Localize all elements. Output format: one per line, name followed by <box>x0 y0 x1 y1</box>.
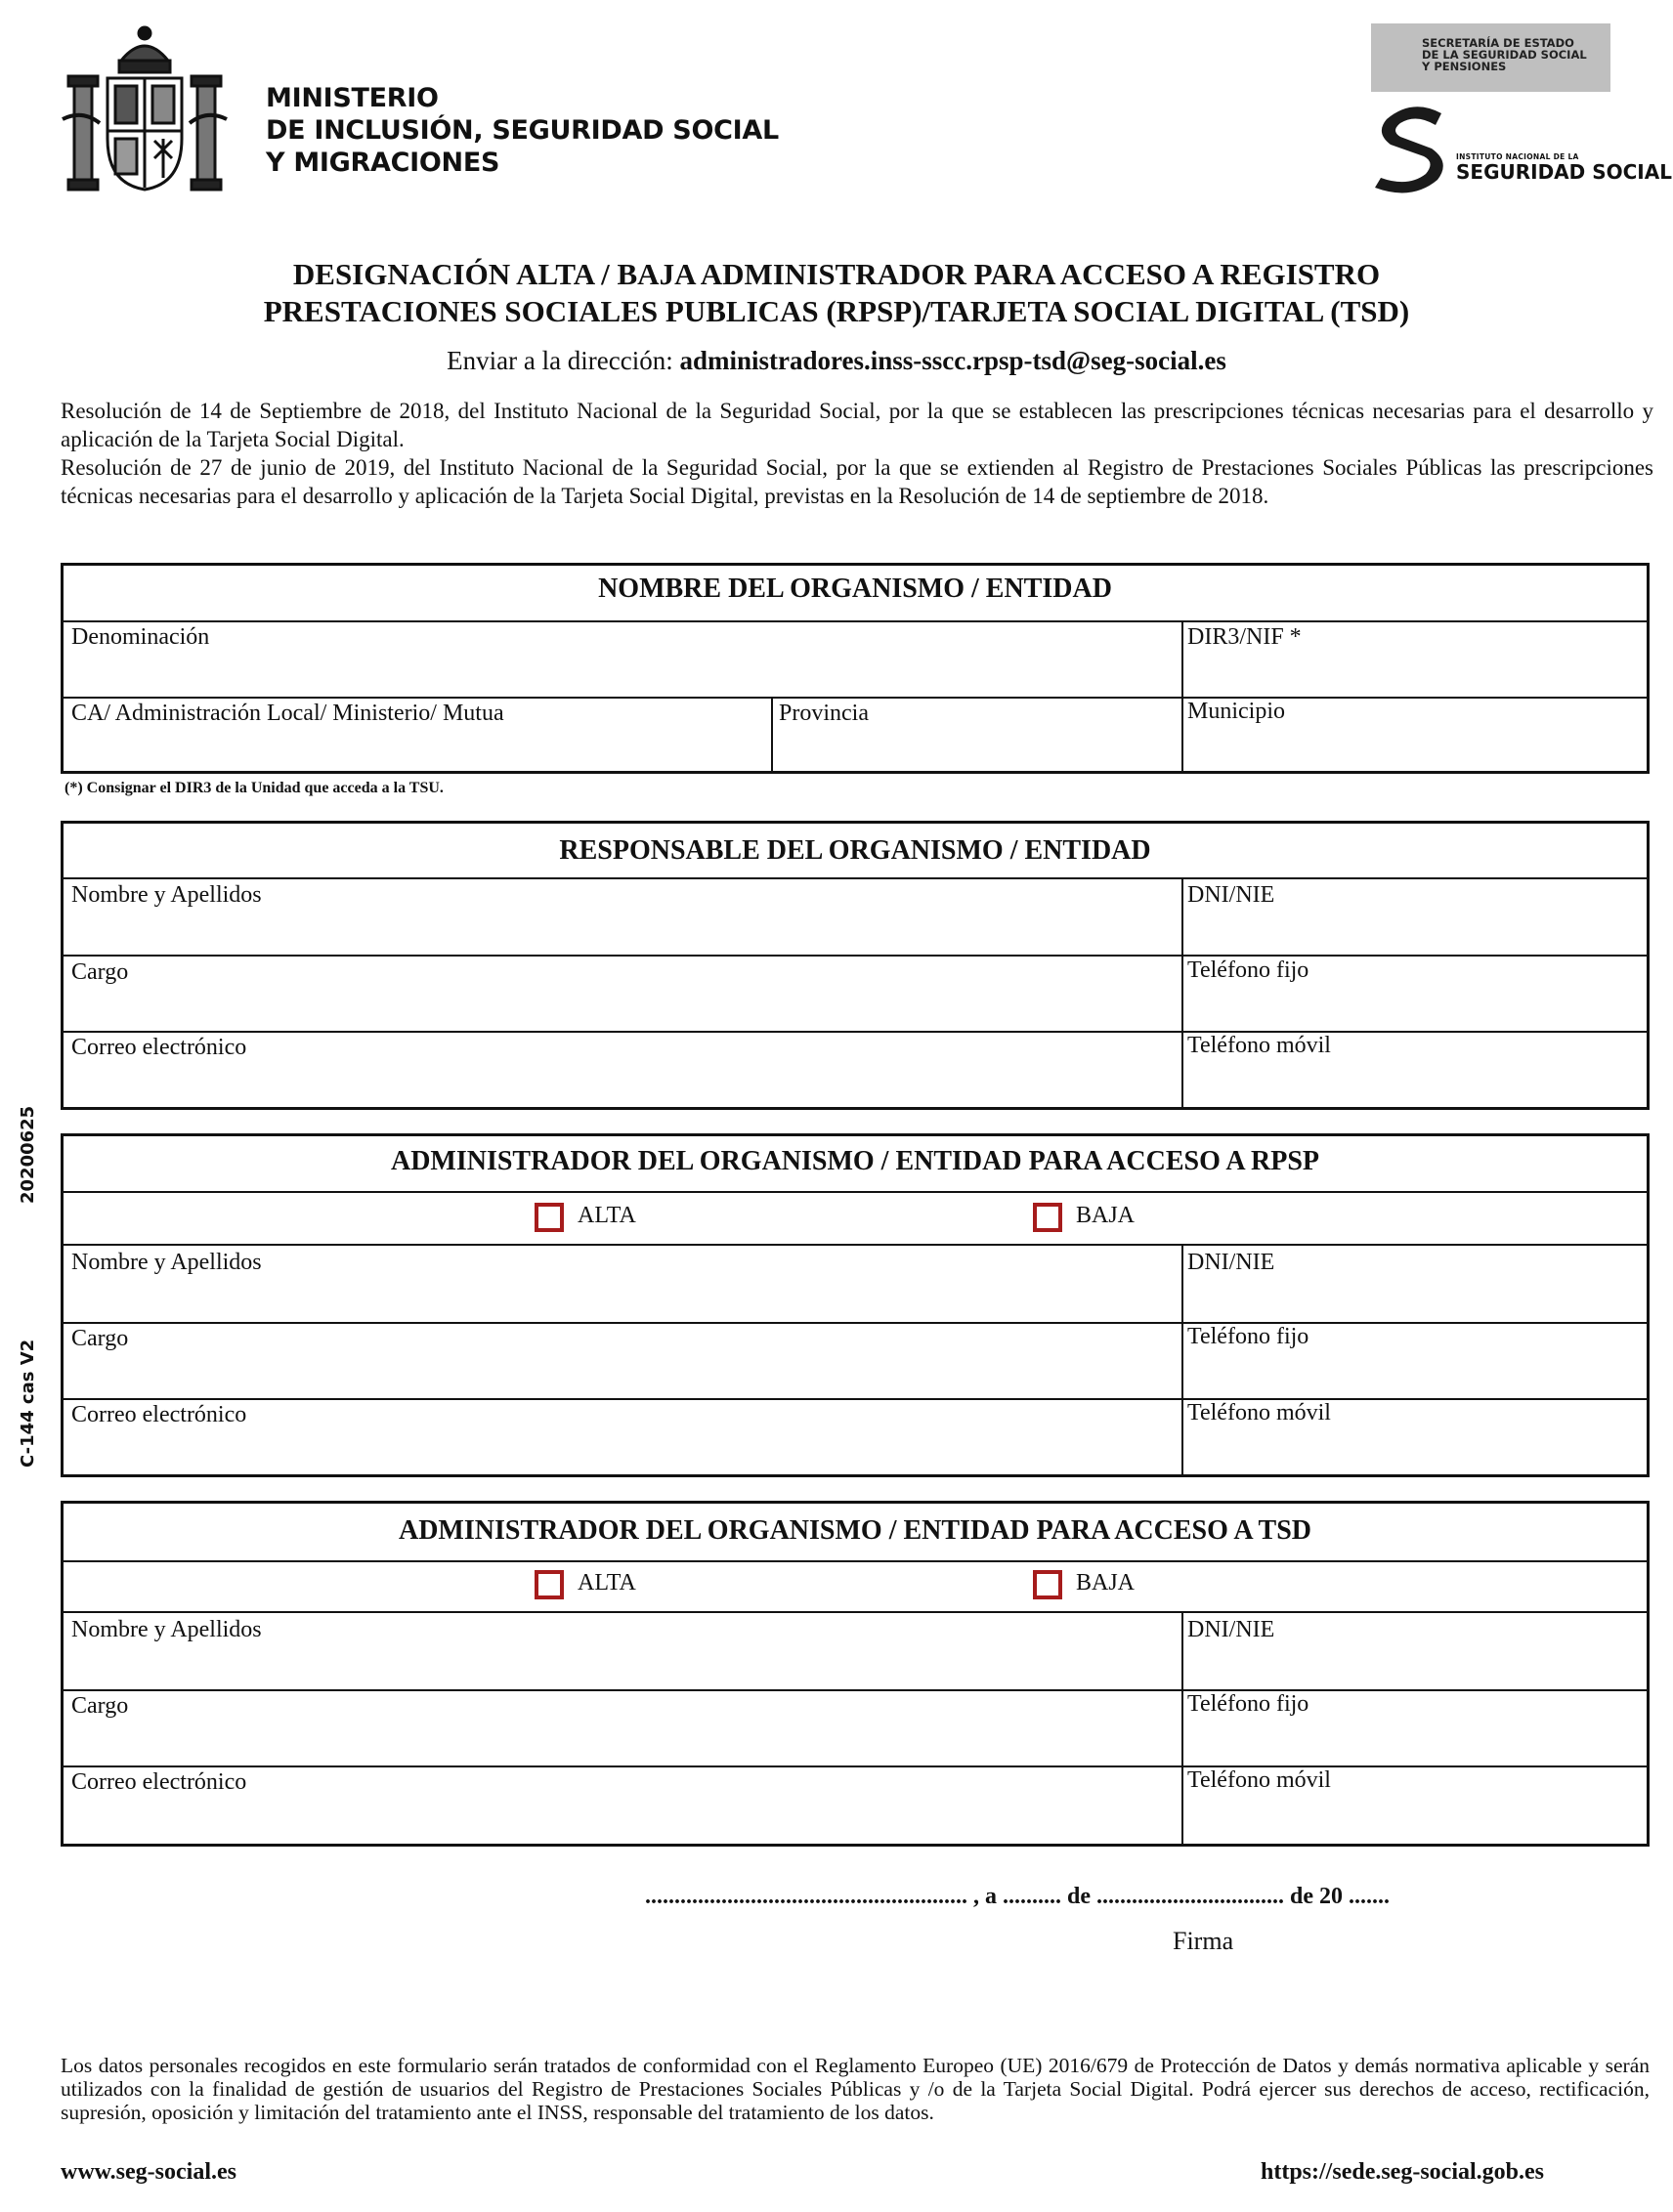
tsd-alta-label: ALTA <box>578 1570 636 1595</box>
dir3-footnote: (*) Consignar el DIR3 de la Unidad que acceda a la TSU. <box>64 780 444 796</box>
responsable-section <box>61 821 1650 1110</box>
tsd-telefono-movil-field[interactable]: Teléfono móvil <box>1187 1767 1331 1793</box>
ca-administracion-field[interactable]: CA/ Administración Local/ Ministerio/ Mutua <box>71 701 504 726</box>
tsd-dni-field[interactable]: DNI/NIE <box>1187 1617 1275 1642</box>
provincia-field[interactable]: Provincia <box>779 701 869 726</box>
side-form-code: C-144 cas V2 <box>18 1339 38 1468</box>
seguridad-social-logo-icon <box>1373 104 1451 193</box>
tsd-baja-label: BAJA <box>1076 1570 1136 1595</box>
organismo-title: NOMBRE DEL ORGANISMO / ENTIDAD <box>598 574 1112 604</box>
signature-date-line[interactable]: ....................................................... , a .......... de ................................ de 20 ....... <box>645 1884 1390 1909</box>
secretaria-line-1: SECRETARÍA DE ESTADO <box>1422 36 1574 50</box>
tsd-alta-checkbox[interactable] <box>535 1570 564 1599</box>
tsd-cargo-field[interactable]: Cargo <box>71 1693 129 1719</box>
ministry-line-1: MINISTERIO <box>266 83 439 113</box>
municipio-field[interactable]: Municipio <box>1187 699 1285 724</box>
send-label: Enviar a la dirección: <box>447 346 673 375</box>
rpsp-cargo-field[interactable]: Cargo <box>71 1326 129 1351</box>
rpsp-dni-field[interactable]: DNI/NIE <box>1187 1250 1275 1275</box>
send-email-link[interactable]: administradores.inss-sscc.rpsp-tsd@seg-social.es <box>679 346 1226 375</box>
send-to <box>0 346 1673 376</box>
tsd-telefono-fijo-field[interactable]: Teléfono fijo <box>1187 1691 1309 1717</box>
side-date-code: 20200625 <box>18 1105 38 1204</box>
intro-paragraph-2: Resolución de 27 de junio de 2019, del Instituto Nacional de la Seguridad Social, por la que se extienden al Registro de Prestaciones Sociales Públicas las prescripciones técnicas necesarias para el desarrollo y aplicación de la Tarjeta Social Digital, previstas en la Resolución de 14 de septiembre de 2018. <box>61 455 1653 508</box>
seg-social-url-link[interactable]: www.seg-social.es <box>61 2159 236 2185</box>
intro-text <box>61 397 1653 510</box>
rpsp-nombre-field[interactable]: Nombre y Apellidos <box>71 1250 262 1275</box>
rpsp-baja-label: BAJA <box>1076 1203 1136 1228</box>
sede-url-link[interactable]: https://sede.seg-social.gob.es <box>1261 2159 1544 2185</box>
form-title-line-2: PRESTACIONES SOCIALES PUBLICAS (RPSP)/TARJETA SOCIAL DIGITAL (TSD) <box>263 294 1410 328</box>
inss-big-text: SEGURIDAD SOCIAL <box>1456 160 1672 184</box>
admin-tsd-section <box>61 1501 1650 1847</box>
ministry-name <box>266 82 779 179</box>
secretaria-line-3: Y PENSIONES <box>1422 60 1507 73</box>
form-title-line-1: DESIGNACIÓN ALTA / BAJA ADMINISTRADOR PARA ACCESO A REGISTRO <box>292 257 1381 291</box>
admin-rpsp-section <box>61 1133 1650 1477</box>
denominacion-field[interactable]: Denominación <box>71 624 210 650</box>
admin-tsd-title: ADMINISTRADOR DEL ORGANISMO / ENTIDAD PARA ACCESO A TSD <box>398 1515 1311 1546</box>
dir3-nif-field[interactable]: DIR3/NIF * <box>1187 624 1302 650</box>
responsable-telefono-fijo-field[interactable]: Teléfono fijo <box>1187 957 1309 983</box>
tsd-baja-checkbox[interactable] <box>1033 1570 1062 1599</box>
coat-of-arms-logo <box>61 21 229 195</box>
responsable-title: RESPONSABLE DEL ORGANISMO / ENTIDAD <box>559 835 1151 866</box>
responsable-nombre-field[interactable]: Nombre y Apellidos <box>71 882 262 908</box>
responsable-telefono-movil-field[interactable]: Teléfono móvil <box>1187 1033 1331 1058</box>
rpsp-telefono-fijo-field[interactable]: Teléfono fijo <box>1187 1324 1309 1349</box>
organismo-section <box>61 563 1650 774</box>
responsable-correo-field[interactable]: Correo electrónico <box>71 1035 247 1060</box>
data-protection-notice: Los datos personales recogidos en este formulario serán tratados de conformidad con el Reglamento Europeo (UE) 2016/679 de Protección de Datos y demás normativa aplicable y serán utilizados con la finalidad de gestión de usuarios del Registro de Prestaciones Sociales Públicas y /o de la Tarjeta Social Digital. Podrá ejercer sus derechos de acceso, rectificación, supresión, oposición y limitación del tratamiento ante el INSS, responsable del tratamiento de los datos. <box>61 2054 1650 2124</box>
rpsp-telefono-movil-field[interactable]: Teléfono móvil <box>1187 1400 1331 1425</box>
rpsp-correo-field[interactable]: Correo electrónico <box>71 1402 247 1427</box>
ministry-line-3: Y MIGRACIONES <box>266 148 500 178</box>
secretaria-line-2: DE LA SEGURIDAD SOCIAL <box>1422 48 1587 62</box>
tsd-nombre-field[interactable]: Nombre y Apellidos <box>71 1617 262 1642</box>
rpsp-alta-checkbox[interactable] <box>535 1203 564 1232</box>
responsable-cargo-field[interactable]: Cargo <box>71 959 129 985</box>
admin-rpsp-title: ADMINISTRADOR DEL ORGANISMO / ENTIDAD PARA ACCESO A RPSP <box>390 1146 1320 1176</box>
rpsp-baja-checkbox[interactable] <box>1033 1203 1062 1232</box>
ministry-line-2: DE INCLUSIÓN, SEGURIDAD SOCIAL <box>266 115 779 146</box>
secretaria-badge <box>1371 23 1610 92</box>
intro-paragraph-1: Resolución de 14 de Septiembre de 2018, del Instituto Nacional de la Seguridad Social, por la que se establecen las prescripciones técnicas necesarias para el desarrollo y aplicación de la Tarjeta Social Digital. <box>61 399 1653 451</box>
signature-label: Firma <box>1173 1927 1234 1955</box>
inss-small-text: INSTITUTO NACIONAL DE LA <box>1456 152 1579 161</box>
responsable-dni-field[interactable]: DNI/NIE <box>1187 882 1275 908</box>
tsd-correo-field[interactable]: Correo electrónico <box>71 1769 247 1795</box>
rpsp-alta-label: ALTA <box>578 1203 636 1228</box>
